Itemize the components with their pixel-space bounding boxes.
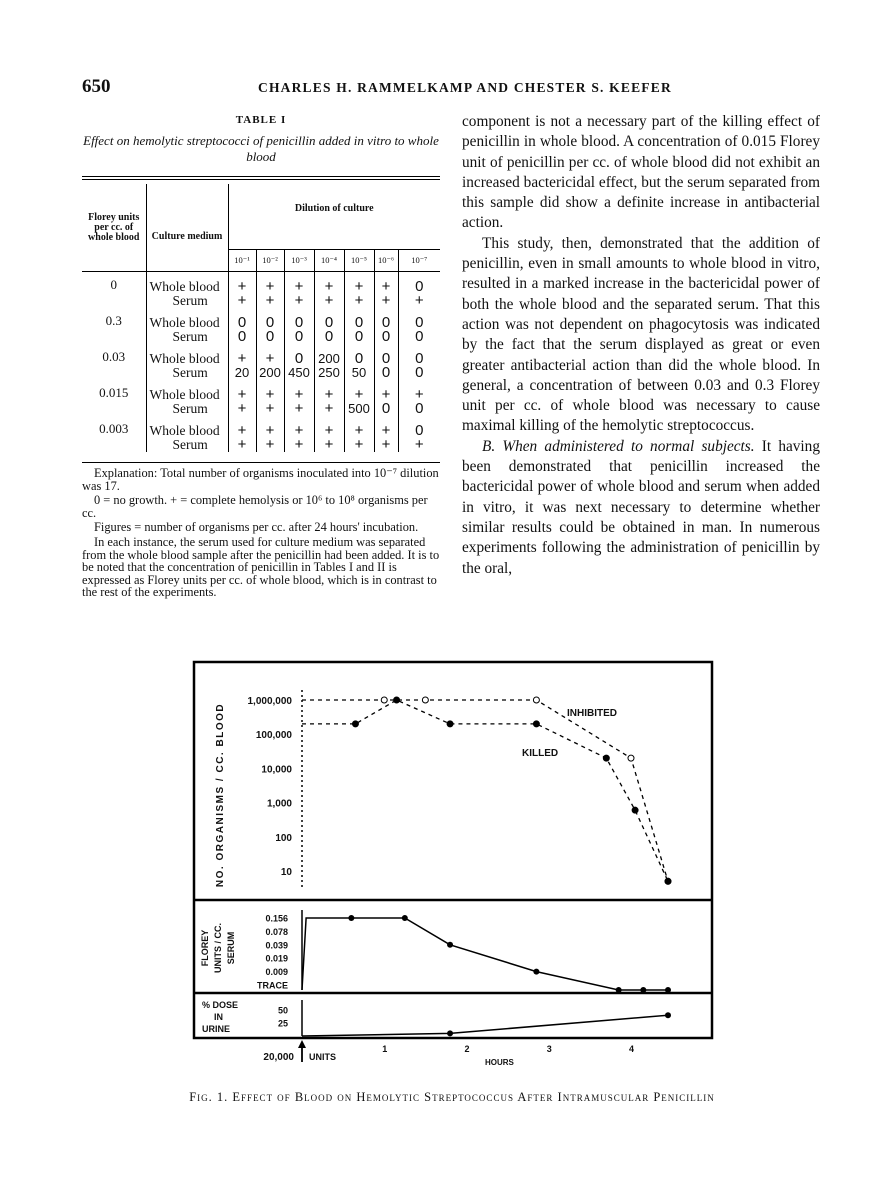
culture-medium: Whole blood: [146, 308, 228, 330]
data-point: [447, 721, 453, 727]
florey-value: 0.03: [82, 344, 146, 380]
table-cell: +: [256, 294, 284, 308]
y-tick-label: 100,000: [255, 730, 292, 742]
x-tick-label: 2: [464, 1044, 470, 1054]
y-axis-label: UNITS / CC.: [213, 922, 223, 974]
y-tick-label: 10,000: [261, 764, 292, 776]
table-cell: +: [228, 416, 256, 438]
figure-chart: [192, 660, 722, 1080]
data-point: [616, 987, 622, 993]
table-cell: 0: [284, 344, 314, 366]
table-cell: 0: [374, 402, 398, 416]
florey-value: 0.3: [82, 308, 146, 344]
table-cell: +: [374, 294, 398, 308]
x-tick-label: 3: [546, 1044, 552, 1054]
y-tick-label: 50: [277, 1005, 288, 1016]
data-point: [632, 807, 638, 813]
culture-medium: Whole blood: [146, 344, 228, 366]
table-cell: +: [314, 438, 344, 452]
table-cell: +: [284, 380, 314, 402]
data-point: [665, 878, 671, 884]
table-cell: 0: [374, 330, 398, 344]
table-cell: 0: [314, 308, 344, 330]
series-line-serum: [302, 918, 668, 990]
x-axis-label: HOURS: [484, 1058, 514, 1067]
data-point: [394, 697, 400, 703]
culture-medium: Serum: [146, 366, 228, 380]
table-cell: 0: [415, 349, 424, 367]
table-cell: 200: [314, 344, 344, 366]
table-cell: +: [256, 380, 284, 402]
culture-medium: Whole blood: [146, 272, 228, 294]
table-cell: 0: [415, 277, 424, 295]
culture-medium: Whole blood: [146, 380, 228, 402]
data-point: [665, 987, 671, 993]
data-point: [533, 697, 539, 703]
table-cell: +: [256, 344, 284, 366]
paragraph-3: [462, 437, 820, 579]
data-point: [665, 1012, 671, 1018]
table-row: [82, 308, 440, 330]
y-tick-label: 100: [275, 832, 292, 844]
data-point: [422, 697, 428, 703]
body-text: [462, 112, 820, 579]
florey-value: 0.015: [82, 380, 146, 416]
header-dilution: Dilution of culture: [228, 184, 440, 250]
y-tick-label: TRACE: [257, 980, 288, 991]
table-cell: +: [314, 272, 344, 294]
table-cell: +: [414, 435, 424, 453]
table-cell: +: [414, 291, 424, 309]
table-cell: +: [284, 272, 314, 294]
table-cell: 200: [256, 366, 284, 380]
table-cell: +: [344, 438, 374, 452]
table-cell: 0: [415, 399, 424, 417]
y-tick-label: 0.039: [265, 940, 288, 951]
table-cell: +: [414, 385, 424, 403]
paragraph-2: This study, then, demonstrated that the addition of penicillin, even in small amounts to whole blood in vitro, resulted in a marked increase in the bactericidal power of both the whole blood and the separated serum. That this action was not dependent on phagocytosis was indicated by the fact that the serum displayed as great or even greater antibacterial action than did the whole blood. In general, a concentration of between 0.03 and 0.3 Florey unit per cc. of whole blood was necessary to cause maximal killing of the hemolytic streptococcus.: [462, 234, 820, 435]
table-cell: +: [256, 438, 284, 452]
table-cell: +: [284, 402, 314, 416]
table-cell: +: [314, 294, 344, 308]
dose-label: 20,000: [263, 1052, 294, 1063]
table-cell: +: [228, 272, 256, 294]
data-point: [628, 755, 634, 761]
table-cell: 20: [228, 366, 256, 380]
series-label-inhibited: INHIBITED: [567, 708, 617, 719]
data-point: [640, 987, 646, 993]
y-axis-label: IN: [214, 1012, 223, 1022]
y-tick-label: 0.019: [265, 953, 288, 964]
data-point: [352, 721, 358, 727]
culture-medium: Whole blood: [146, 416, 228, 438]
y-tick-label: 1,000: [266, 798, 292, 810]
table-cell: 0: [344, 330, 374, 344]
culture-medium: Serum: [146, 402, 228, 416]
culture-medium: Serum: [146, 438, 228, 452]
y-tick-label: 25: [277, 1018, 288, 1029]
florey-value: 0.003: [82, 416, 146, 452]
dilution-header: 10⁻¹: [228, 250, 256, 272]
table-cell: 250: [314, 366, 344, 380]
running-head: CHARLES H. RAMMELKAMP AND CHESTER S. KEEFER: [258, 80, 672, 95]
data-point: [447, 1030, 453, 1036]
paragraph-1: component is not a necessary part of the killing effect of penicillin in whole blood. A concentration of 0.015 Florey unit of penicillin per cc. of whole blood did not exhibit an increased bactericidal effect, but the serum separated from this sample did show a definite increase in antibacterial action.: [462, 113, 820, 232]
table-cell: +: [256, 416, 284, 438]
table-cell: 0: [415, 313, 424, 331]
table-row: [82, 416, 440, 438]
table-cell: 0: [284, 330, 314, 344]
y-tick-label: 0.078: [265, 926, 288, 937]
data-table: [82, 176, 440, 463]
table-label: TABLE I: [235, 114, 287, 126]
header-medium: Culture medium: [146, 184, 228, 272]
culture-medium: Serum: [146, 330, 228, 344]
y-axis-label: URINE: [202, 1024, 231, 1034]
figure-caption: Fig. 1. Effect of Blood on Hemolytic Streptococcus After Intramuscular Penicillin: [189, 1090, 715, 1104]
table-cell: +: [344, 416, 374, 438]
florey-value: 0: [82, 272, 146, 308]
table-cell: +: [374, 272, 398, 294]
table-cell: +: [374, 438, 398, 452]
dilution-header: 10⁻³: [284, 250, 314, 272]
table-cell: 0: [374, 308, 398, 330]
note-figures: Figures = number of organisms per cc. after 24 hours' incubation.: [94, 520, 419, 535]
series-line-inhibited: [302, 700, 668, 881]
data-point: [447, 942, 453, 948]
table-cell: 0: [344, 308, 374, 330]
table-cell: 500: [344, 402, 374, 416]
culture-medium: Serum: [146, 294, 228, 308]
y-tick-label: 1,000,000: [247, 696, 292, 707]
data-point: [533, 721, 539, 727]
data-point: [381, 697, 387, 703]
header-florey: Florey units per cc. of whole blood: [82, 184, 146, 272]
table-cell: +: [314, 402, 344, 416]
x-tick-label: 1: [382, 1044, 388, 1054]
y-axis-label: NO. ORGANISMS / CC. BLOOD: [215, 702, 226, 888]
table-cell: 0: [374, 366, 398, 380]
table-cell: 0: [256, 330, 284, 344]
page-number: 650: [82, 76, 111, 97]
section-heading: B. When administered to normal subjects.: [482, 437, 755, 455]
paragraph-3-text: It having been demonstrated that penicillin increased the bactericidal power of whole blood and serum when added in vitro, it was next necessary to determine whether similar results could be obtained in man. In numerous experiments following the administration of penicillin by the oral,: [462, 437, 820, 577]
series-line-killed: [302, 700, 668, 881]
y-axis-label: SERUM: [226, 931, 236, 965]
table-cell: +: [284, 294, 314, 308]
y-tick-label: 0.156: [265, 913, 288, 924]
table-cell: 50: [344, 366, 374, 380]
table-row: [82, 272, 440, 294]
table-cell: +: [374, 380, 398, 402]
table-cell: 450: [284, 366, 314, 380]
table-cell: 0: [415, 327, 424, 345]
table-cell: +: [344, 294, 374, 308]
data-point: [348, 915, 354, 921]
table-cell: 0: [415, 421, 424, 439]
series-label-killed: KILLED: [522, 748, 559, 759]
table-cell: +: [284, 438, 314, 452]
y-axis-label: % DOSE: [202, 1000, 239, 1010]
table-cell: 0: [284, 308, 314, 330]
table-notes: [82, 467, 440, 601]
table-cell: 0: [415, 363, 424, 381]
table-cell: +: [228, 380, 256, 402]
y-tick-label: 10: [280, 867, 292, 878]
table-cell: 0: [344, 344, 374, 366]
data-point: [402, 915, 408, 921]
table-cell: 0: [314, 330, 344, 344]
dilution-header: 10⁻⁵: [344, 250, 374, 272]
table-cell: +: [256, 272, 284, 294]
note-explanation: Explanation: Total number of organisms inoculated into 10⁻⁷ dilution was 17.: [82, 466, 439, 493]
table-cell: +: [228, 294, 256, 308]
dilution-header: 10⁻⁷: [398, 250, 440, 272]
dilution-header: 10⁻²: [256, 250, 284, 272]
note-serum: In each instance, the serum used for culture medium was separated from the whole blood sample after the penicillin had been added. It is to be noted that the concentration of penicillin in Tables I and II is expressed as Florey units per cc. of whole blood, which is in contrast to the rest of the experiments.: [82, 534, 440, 600]
dose-unit-label: UNITS: [309, 1052, 336, 1062]
table-cell: +: [284, 416, 314, 438]
series-line-urine: [302, 1015, 668, 1036]
table-cell: +: [314, 416, 344, 438]
x-tick-label: 4: [628, 1044, 635, 1054]
table-cell: +: [256, 402, 284, 416]
data-point: [603, 755, 609, 761]
data-point: [533, 969, 539, 975]
dilution-header: 10⁻⁴: [314, 250, 344, 272]
table-cell: +: [374, 416, 398, 438]
y-axis-label: FLOREY: [200, 929, 210, 967]
table-cell: 0: [228, 308, 256, 330]
table-row: [82, 344, 440, 366]
table-row: [82, 380, 440, 402]
table-caption: Effect on hemolytic streptococci of penicillin added in vitro to whole blood: [83, 133, 439, 164]
y-tick-label: 0.009: [265, 967, 288, 978]
dilution-header: 10⁻⁶: [374, 250, 398, 272]
table-cell: +: [228, 344, 256, 366]
table-cell: +: [228, 402, 256, 416]
table-cell: +: [228, 438, 256, 452]
table-cell: 0: [228, 330, 256, 344]
note-legend: 0 = no growth. + = complete hemolysis or 10⁶ to 10⁸ organisms per cc.: [82, 493, 428, 520]
table-cell: +: [344, 380, 374, 402]
table-cell: 0: [374, 344, 398, 366]
table-cell: 0: [256, 308, 284, 330]
table-cell: +: [344, 272, 374, 294]
table-cell: +: [314, 380, 344, 402]
